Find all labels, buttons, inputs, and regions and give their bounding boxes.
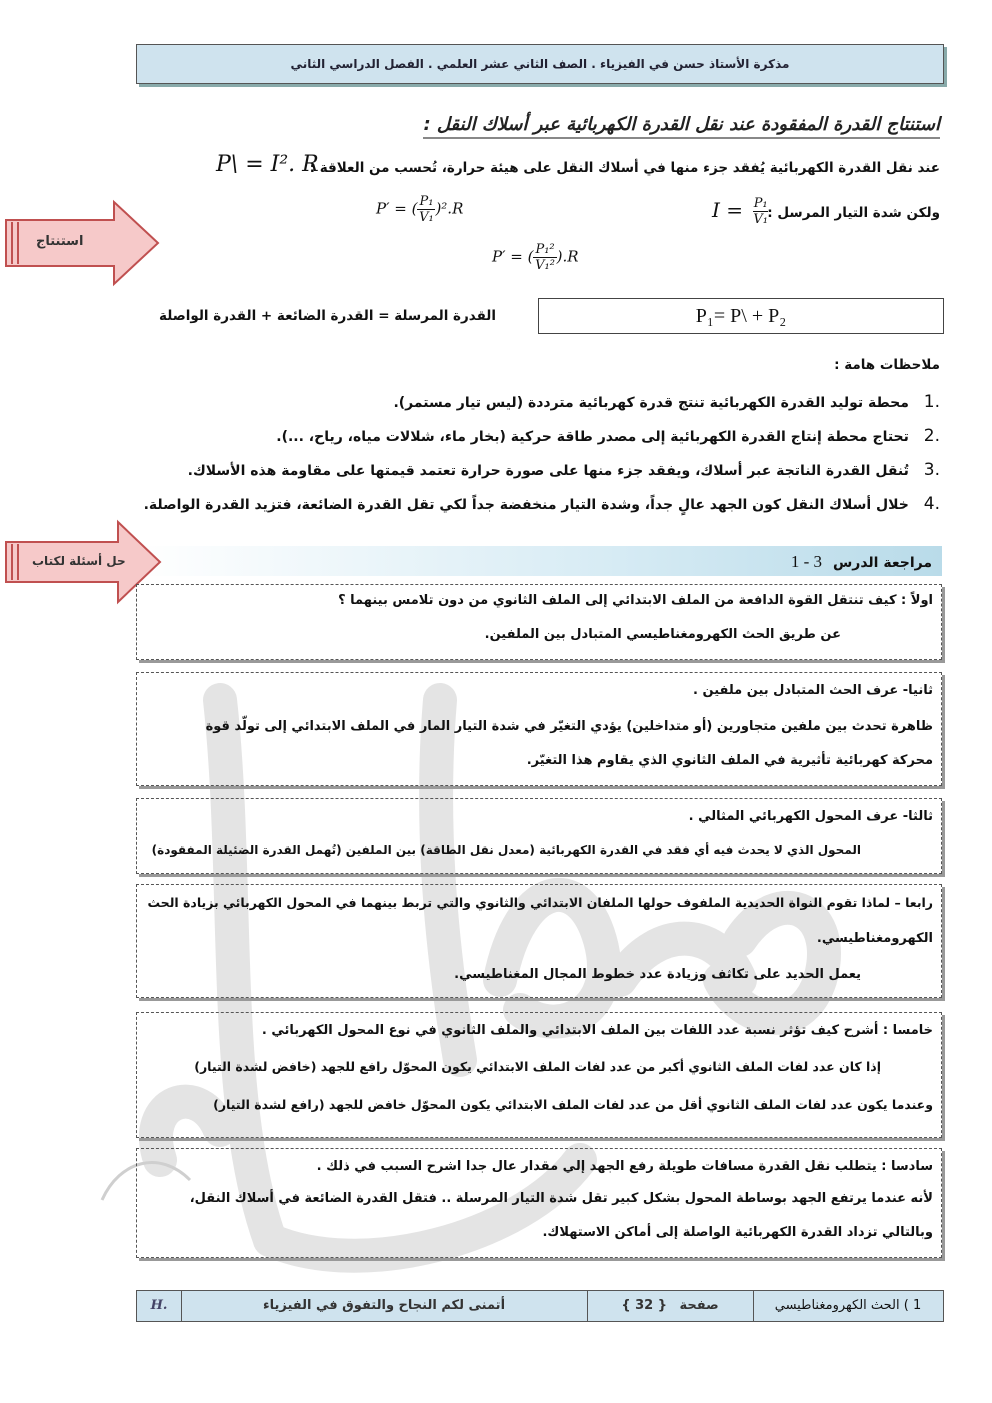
question-box-2: [136, 672, 942, 786]
power-loss-formula: P\ = I². R: [216, 152, 319, 177]
note-text: تحتاج محطة إنتاج القدرة الكهربائية إلى مصدر طاقة حركية (بخار ماء، شلالات مياه، رياح، ...).: [276, 429, 909, 445]
question-text: اولاً : كيف تنتقل القوة الدافعة من الملف الابتدائي إلى الملف الثانوي من دون تلامس بينهما ؟: [338, 593, 933, 608]
answer-text: إذا كان عدد لفات الملف الثانوي أكبر من عدد لفات الملف الابتدائي يكون المحوّل رافع للجهد (خافض لشدة التيار): [194, 1059, 881, 1074]
answer-text: المحول الذي لا يحدث فيه أي فقد في القدرة الكهربائية (معدل نقل الطاقة) بين الملفين (تُهمل القدرة الضئيلة المفقودة): [151, 843, 861, 857]
question-box-1: [136, 584, 942, 660]
loss-formula-1: [376, 194, 463, 225]
intro-line: [240, 160, 940, 176]
power-sum-formula: P₁= P\ + P₂: [695, 305, 787, 327]
question-box-6: [136, 1148, 942, 1258]
header-bar: [136, 44, 944, 84]
f2-rhs: ).R: [556, 247, 579, 266]
current-formula: [712, 196, 768, 227]
footer-wish: أتمنى لكم النجاح والتفوق في الفيزياء: [181, 1291, 588, 1321]
question-text: خامسا : أشرح كيف تؤثر نسبة عدد اللفات بين الملف الابتدائي والملف الثانوي في نوع المحول الكهربائي .: [261, 1023, 933, 1038]
deduction-arrow: [2, 198, 162, 288]
footer-page-label: صفحة: [679, 1298, 719, 1313]
review-label: مراجعة الدرس: [832, 555, 932, 571]
note-number: .4: [923, 494, 940, 514]
f2-den: V₁²: [535, 258, 555, 273]
current-label: ولكن شدة التيار المرسل :: [767, 205, 940, 221]
notes-heading: ملاحظات هامة :: [834, 357, 940, 373]
f1-num: P₁: [419, 194, 434, 209]
power-sum-text: القدرة المرسلة = القدرة الضائعة + القدرة الواصلة: [159, 308, 496, 324]
footer-page-number: { 32 }: [621, 1298, 667, 1313]
section-title: استنتاج القدرة المفقودة عند نقل القدرة الكهربائية عبر أسلاك النقل :: [423, 114, 940, 139]
notes-list: [140, 392, 940, 528]
f1-den: V₁: [419, 210, 434, 225]
question-box-3: [136, 798, 942, 874]
question-text: سادسا : يتطلب نقل القدرة مسافات طويلة رفع الجهد إلي مقدار عال جدا اشرح السبب في ذلك .: [316, 1159, 933, 1174]
answer-text: وعندما يكون عدد لفات الملف الثانوي أقل من عدد لفات الملف الابتدائي يكون المحوّل خافض للجهد (رافع لشدة التيار): [213, 1097, 933, 1112]
footer-page: [587, 1291, 754, 1321]
answer-text: الكهرومغناطيسي.: [816, 931, 933, 946]
note-item: [140, 460, 940, 494]
current-den: V₁: [753, 212, 768, 227]
note-item: [140, 494, 940, 528]
answer-text: ظاهرة تحدث بين ملفين متجاورين (أو متداخلين) يؤدي التغيّر في شدة التيار المار في الملف الابتدائي إلى تولّد قوة: [205, 719, 933, 734]
note-text: تُنقل القدرة الناتجة عبر أسلاك، ويفقد جزء منها على صورة حرارة تعتمد قيمتها على مقاومة هذه الأسلاك.: [187, 463, 909, 479]
question-text: ثانيا- عرف الحث المتبادل بين ملفين .: [693, 683, 933, 698]
current-lhs: I =: [712, 198, 744, 222]
header-text: مذكرة الأستاذ حسن في الفيزياء . الصف الثاني عشر العلمي . الفصل الدراسي الثاني: [290, 57, 790, 71]
note-text: محطة توليد القدرة الكهربائية تنتج قدرة كهربائية مترددة (ليس تيار مستمر).: [393, 395, 909, 411]
loss-formula-2: [492, 242, 579, 273]
current-num: P₁: [753, 196, 768, 211]
answer-text: وبالتالي تزداد القدرة الكهربائية الواصلة إلى أماكن الاستهلاك.: [542, 1225, 933, 1240]
note-item: [140, 426, 940, 460]
question-box-5: [136, 1012, 942, 1138]
review-number: 1 - 3: [790, 552, 823, 571]
answer-text: عن طريق الحث الكهرومغناطيسي المتبادل بين الملفين.: [484, 627, 841, 642]
arrow2-label: حل أسئلة لكتاب: [32, 554, 126, 568]
question-text: ثالثا- عرف المحول الكهربائي المثالي .: [688, 809, 933, 824]
footer-bar: [136, 1290, 944, 1322]
footer-logo: H.: [137, 1291, 182, 1321]
note-number: .2: [923, 426, 940, 446]
answer-text: محركة كهربائية تأثيرية في الملف الثانوي الذي يقاوم هذا التغيّر.: [526, 753, 933, 768]
review-bar: [136, 546, 942, 576]
note-number: .3: [923, 460, 940, 480]
f2-lhs: P′ = (: [492, 247, 534, 266]
note-number: .1: [923, 392, 940, 412]
question-text: رابعا – لماذا تقوم النواة الحديدية الملفوف حولها الملفان الابتدائي والثانوي والتي تربط بينهما في المحول الكهربائي بزيادة الحث: [147, 895, 933, 910]
answer-text: لأنه عندما يرتفع الجهد بوساطة المحول بشكل كبير تقل شدة التيار المرسلة .. فتقل القدرة الضائعة في أسلاك النقل،: [189, 1191, 933, 1206]
intro-text: عند نقل القدرة الكهربائية يُفقد جزء منها في أسلاك النقل على هيئة حرارة، تُحسب من العلاقة :: [309, 160, 940, 176]
f1-lhs: P′ = (: [376, 199, 418, 218]
power-sum-box: [538, 298, 944, 334]
footer-chapter: 1 ) الحث الكهرومغناطيسي: [774, 1298, 922, 1313]
arrow1-label: استنتاج: [36, 234, 84, 249]
note-item: [140, 392, 940, 426]
f2-num: P₁²: [535, 242, 555, 257]
note-text: خلال أسلاك النقل كون الجهد عالٍ جداً، وشدة التيار منخفضة جداً لكي تقل القدرة الضائعة، فتزيد القدرة الواصلة.: [143, 497, 909, 513]
answer-text: يعمل الحديد على تكاثف وزيادة عدد خطوط المجال المغناطيسي.: [454, 967, 861, 982]
f1-rhs: )².R: [435, 199, 464, 218]
question-box-4: [136, 884, 942, 998]
